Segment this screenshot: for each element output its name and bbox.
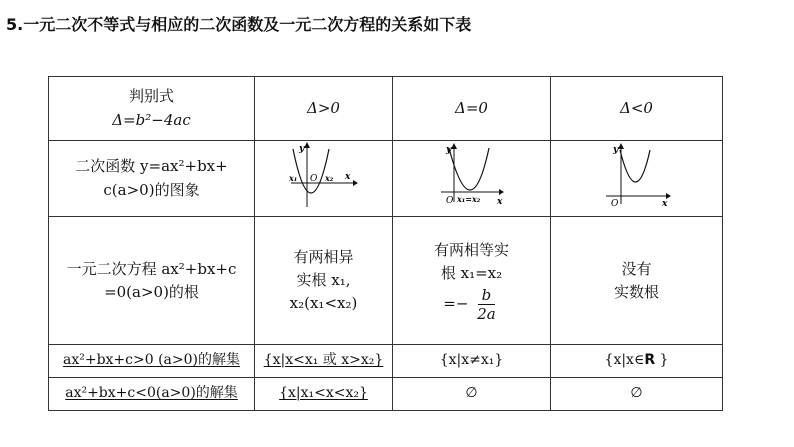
y-axis-label: y	[298, 144, 304, 154]
parabola-no-root-graph	[602, 142, 672, 208]
table-row	[49, 141, 723, 217]
root1-label: x₁	[288, 173, 297, 183]
real-numbers-symbol: R	[644, 352, 656, 369]
page-title: 5.一元二次不等式与相应的二次函数及一元二次方程的关系如下表	[6, 15, 472, 34]
less-solution-text: ax²+bx+c<0(a>0)的解集	[65, 385, 238, 402]
x-axis-label: x	[496, 197, 502, 207]
greater-solution-label	[49, 345, 255, 378]
greater-solution-two-roots	[255, 345, 393, 378]
double-root-line1: 有两相等实	[433, 241, 509, 259]
table-row	[49, 217, 723, 345]
graph-two-roots-cell	[255, 141, 393, 217]
discriminant-label: 判别式	[128, 87, 174, 106]
root2-label: x₂	[324, 173, 333, 183]
y-axis-label: y	[445, 145, 451, 155]
solution-prefix: {x|x∈	[604, 352, 645, 369]
greater-solution-double-root: {x|x≠x₁}	[393, 345, 551, 378]
equation-label-cell	[49, 217, 255, 345]
two-roots-line2: 实根 x₁,	[296, 271, 351, 290]
function-graph-label-cell	[49, 141, 255, 217]
two-roots-line3: x₂(x₁<x₂)	[289, 294, 358, 313]
discriminant-header-cell	[49, 77, 255, 141]
discriminant-formula: Δ=b²−4ac	[112, 110, 191, 129]
greater-solution-text: ax²+bx+c>0 (a>0)的解集	[62, 352, 240, 369]
greater-solution-no-root	[551, 345, 723, 378]
function-label-line1: 二次函数 y=ax²+bx+	[75, 157, 228, 176]
double-root-formula	[393, 286, 550, 323]
table-row	[49, 345, 723, 378]
formula-prefix: =−	[443, 294, 469, 312]
origin-label: O	[309, 174, 317, 184]
double-root-line2: 根 x₁=x₂	[440, 264, 503, 283]
two-roots-line1: 有两相异	[293, 247, 354, 266]
fraction	[473, 286, 500, 323]
less-solution-two-roots-text: {x|x₁<x<x₂}	[279, 385, 368, 402]
equation-label-line1: 一元二次方程 ax²+bx+c	[66, 259, 237, 278]
fraction-numerator: b	[478, 286, 496, 305]
less-solution-two-roots	[255, 378, 393, 411]
no-root-line1: 没有	[621, 259, 652, 278]
relation-table	[48, 76, 723, 411]
less-solution-double-root: ∅	[393, 378, 551, 411]
table-row	[49, 378, 723, 411]
function-label-line2: c(a>0)的图象	[103, 180, 200, 199]
delta-zero-header: Δ=0	[393, 77, 551, 141]
delta-negative-header: Δ<0	[551, 77, 723, 141]
origin-label: O	[445, 196, 453, 206]
no-root-line2: 实数根	[613, 282, 659, 301]
origin-label: O	[610, 199, 618, 208]
table-row	[49, 77, 723, 141]
parabola-double-root-graph	[437, 142, 507, 208]
two-roots-cell	[255, 217, 393, 345]
parabola-two-roots-graph	[289, 141, 359, 209]
double-root-cell	[393, 217, 551, 345]
less-solution-no-root: ∅	[551, 378, 723, 411]
graph-double-root-cell	[393, 141, 551, 217]
graph-no-root-cell	[551, 141, 723, 217]
fraction-denominator: 2a	[477, 304, 496, 323]
greater-solution-two-roots-text: {x|x<x₁ 或 x>x₂}	[263, 352, 384, 369]
less-solution-label	[49, 378, 255, 411]
x-axis-label: x	[661, 199, 667, 208]
double-root-label: x₁=x₂	[456, 194, 480, 204]
equation-label-line2: =0(a>0)的根	[104, 282, 199, 301]
delta-positive-header: Δ>0	[255, 77, 393, 141]
solution-suffix: }	[655, 352, 669, 369]
x-axis-label: x	[344, 172, 350, 182]
no-root-cell	[551, 217, 723, 345]
y-axis-label: y	[612, 145, 618, 155]
